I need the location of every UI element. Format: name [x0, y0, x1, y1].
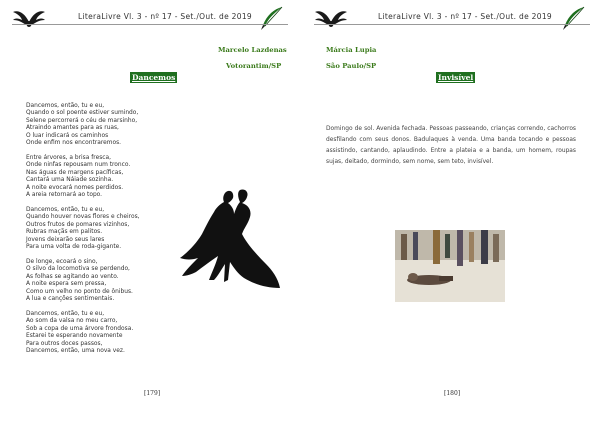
- poem-stanza: [26, 311, 196, 355]
- story-text: Domingo de sol. Avenida fechada. Pessoas passeando, crianças correndo, cachorros desfilando com seus donos. Badulaques à venda. Uma banda tocando e pessoas assistindo, cantando, aplaudindo. Entre a plateia e a banda, um homem, roupas sujas, deitado, dormindo, sem nome, sem teto, invisível.: [326, 126, 576, 165]
- poem-line: Onde enfim nos encontraremos.: [26, 140, 122, 147]
- poem-line: Dancemos, então, tu e eu,: [26, 103, 105, 109]
- poem-stanza: [26, 103, 196, 147]
- poem-line: Cantará uma Náiade sozinha.: [26, 177, 114, 184]
- header-rule: [314, 24, 590, 25]
- street-scene-image: [395, 230, 505, 302]
- poem-stanza: [26, 207, 196, 251]
- poem-line: Dancemos, então, tu e eu,: [26, 311, 105, 317]
- right-page: [300, 0, 600, 424]
- winged-logo-icon: [12, 8, 46, 30]
- author-name: Márcia Lupia: [326, 46, 377, 54]
- poem-line: Sob a copa de uma árvore frondosa.: [26, 325, 134, 332]
- poem-line: Dancemos, então, tu e eu,: [26, 207, 105, 213]
- poem-line: Como um velho no ponto de ônibus.: [26, 288, 133, 295]
- poem-stanza: [26, 259, 196, 303]
- poem-line: A areia retornará ao topo.: [26, 192, 103, 199]
- header-text: LiteraLivre Vl. 3 - nº 17 - Set./Out. de 2019: [378, 12, 552, 21]
- poem-line: Quando houver novas flores e cheiros,: [26, 214, 140, 221]
- poem-line: Estarei te esperando novamente: [26, 333, 123, 340]
- poem-line: O silvo da locomotiva se perdendo,: [26, 266, 130, 273]
- poem-line: Outros frutos de pomares vizinhos,: [26, 221, 130, 228]
- poem-line: Atraindo amantes para as ruas,: [26, 125, 119, 132]
- poem-line: Quando o sol poente estiver sumindo,: [26, 110, 139, 117]
- poem-line: A lua e canções sentimentais.: [26, 296, 115, 303]
- poem-line: Onde ninfas repousam num tronco.: [26, 162, 131, 169]
- page-number: [180]: [444, 390, 461, 397]
- winged-logo-icon: [314, 8, 348, 30]
- poem-line: A noite evocará nomes perdidos.: [26, 184, 124, 191]
- poem-line: Entre árvores, a brisa fresca,: [26, 155, 112, 161]
- header-text: LiteraLivre Vl. 3 - nº 17 - Set./Out. de 2019: [78, 12, 252, 21]
- author-city: São Paulo/SP: [326, 62, 377, 70]
- poem-line: De longe, ecoará o sino,: [26, 259, 98, 265]
- poem-line: Dancemos, então, uma nova vez.: [26, 348, 125, 355]
- quill-pen-icon: [258, 5, 284, 31]
- page-number: [179]: [144, 390, 161, 397]
- author-city: Votorantim/SP: [226, 62, 282, 70]
- story-title: Invisível: [438, 73, 474, 82]
- poem-line: Nas águas de margens pacíficas,: [26, 169, 124, 176]
- dancing-couple-silhouette: [178, 184, 282, 296]
- quill-pen-icon: [560, 5, 586, 31]
- header-rule: [12, 24, 288, 25]
- poem-line: As folhas se agitando ao vento.: [26, 273, 119, 280]
- poem-line: O luar indicará os caminhos: [26, 132, 109, 139]
- poem-line: Para outros doces passos,: [26, 340, 103, 347]
- poem-line: Rubras maçãs em palitos.: [26, 229, 103, 236]
- poem-line: Jovens deixarão seus lares: [26, 236, 105, 243]
- poem-stanza: [26, 155, 196, 199]
- poem-line: Para uma volta de roda-gigante.: [26, 244, 122, 251]
- poem-line: Selene percorrerá o céu de marsinho,: [26, 117, 138, 124]
- poem-title: Dancemos: [132, 73, 176, 82]
- street-photo: [395, 230, 505, 302]
- poem-line: A noite espera sem pressa,: [26, 281, 107, 288]
- author-name: Marcelo Lazdenas: [218, 46, 287, 54]
- poem-line: Ao som da valsa no meu carro,: [26, 318, 118, 325]
